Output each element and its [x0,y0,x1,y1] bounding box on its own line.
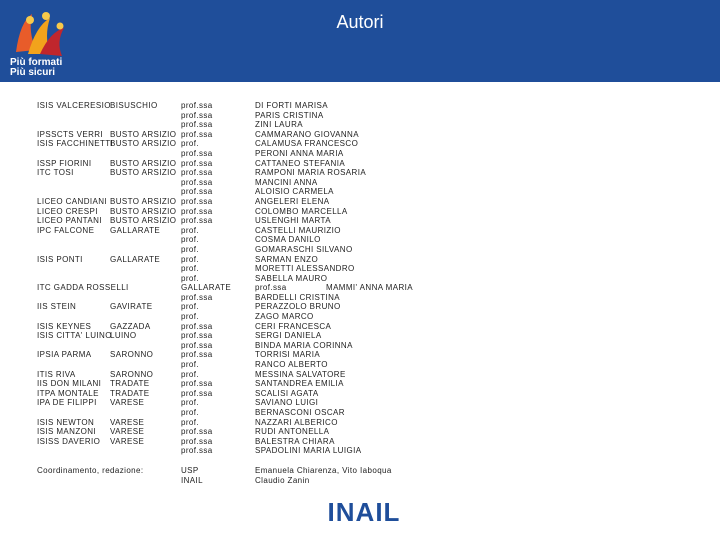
coordination-people [255,466,392,485]
row-name-extra: MAMMI' ANNA MARIA [326,283,414,293]
row-name: SARMAN ENZO [255,254,319,264]
row-name: BALESTRA CHIARA [255,436,335,446]
row-city: VARESE [110,398,145,408]
row-city: GAZZADA [110,321,151,331]
row-city: BUSTO ARSIZIO [110,206,177,216]
coordination-org-inail: INAIL [181,475,204,485]
row-city: BUSTO ARSIZIO [110,196,177,206]
row-name: USLENGHI MARTA [255,216,331,226]
row-city: VARESE [110,417,145,427]
row-title: prof. [181,244,200,254]
name-column [255,101,366,456]
coordination-person-1: Emanuela Chiarenza, Vito Iaboqua [255,466,392,475]
row-school: LICEO CRESPI [37,206,98,216]
row-title: prof. [181,398,200,408]
row-city: SARONNO [110,369,154,379]
row-name: SABELLA MAURO [255,273,328,283]
row-city: BUSTO ARSIZIO [110,129,177,139]
row-city: BUSTO ARSIZIO [110,216,177,226]
row-name: PARIS CRISTINA [255,110,324,120]
coordination-label: Coordinamento, redazione: [37,466,144,475]
row-title: prof.ssa [181,331,213,341]
row-name: MANCINI ANNA [255,177,318,187]
row-name: ANGELERI ELENA [255,196,330,206]
row-name: SANTANDREA EMILIA [255,379,344,389]
row-name: ZINI LAURA [255,120,304,130]
row-name: ZAGO MARCO [255,312,314,322]
row-title: prof.ssa [181,158,213,168]
row-title: GALLARATE [181,283,232,293]
row-name: SAVIANO LUIGI [255,398,319,408]
row-city [110,446,176,456]
row-city [110,245,176,255]
row-school: ITC GADDA ROSSELLI [37,283,129,293]
row-title: prof.ssa [181,206,213,216]
row-name: CALAMUSA FRANCESCO [255,139,359,149]
row-school: ISIS VALCERESIO [37,101,111,110]
row-city: VARESE [110,436,145,446]
row-name: DI FORTI MARISA [255,101,328,110]
row-school: LICEO PANTANI [37,216,102,226]
row-name: CATTANEO STEFANIA [255,158,346,168]
row-city: BUSTO ARSIZIO [110,168,177,178]
row-title: prof.ssa [181,388,213,398]
row-title: prof. [181,139,200,149]
row-city [110,264,176,274]
row-name: COSMA DANILO [255,235,321,245]
row-title: prof. [181,264,200,274]
row-city [110,149,176,159]
row-title: prof. [181,408,200,417]
row-title: prof.ssa [181,340,213,350]
row-title: prof. [181,360,200,370]
row-school: ITIS RIVA [37,369,76,379]
row-name: BERNASCONI OSCAR [255,408,345,417]
row-name: GOMARASCHI SILVANO [255,244,353,254]
row-school: ISIS NEWTON [37,417,95,427]
row-title: prof.ssa [181,446,213,456]
row-school: LICEO CANDIANI [37,196,108,206]
row-city [110,111,176,121]
coordination-orgs [181,466,203,485]
row-title: prof. [181,254,200,264]
row-title: prof. [181,273,200,283]
coordination-person-2: Claudio Zanin [255,475,310,485]
row-title: prof.ssa [181,101,213,110]
row-title: prof.ssa [181,168,213,178]
row-name: RAMPONI MARIA ROSARIA [255,168,367,178]
row-city: LUINO [110,331,137,341]
row-city: GALLARATE [110,225,161,235]
row-title: prof. [181,225,200,235]
row-city: TRADATE [110,388,150,398]
row-title: prof. [181,312,200,322]
logo-text: Più formati Più sicuri [10,57,63,78]
row-city [110,178,176,188]
row-title: prof.ssa [181,216,213,226]
row-name: CAMMARANO GIOVANNA [255,129,359,139]
row-name: PERONI ANNA MARIA [255,148,344,158]
row-school: ISISS DAVERIO [37,436,101,446]
row-name: PERAZZOLO BRUNO [255,302,341,312]
row-title: prof.ssa [181,196,213,206]
row-city: SARONNO [110,350,154,360]
row-city: TRADATE [110,379,150,389]
row-school: IIS STEIN [37,302,77,312]
row-title: prof.ssa [181,436,213,446]
row-title: prof.ssa [181,110,213,120]
row-title: prof. [181,369,200,379]
row-school: ISSP FIORINI [37,158,92,168]
row-city [110,408,176,418]
row-name: NAZZARI ALBERICO [255,417,338,427]
row-school: IIS DON MILANI [37,379,102,389]
row-name: TORRISI MARIA [255,350,321,360]
row-city [110,312,176,322]
row-city: GALLARATE [110,254,161,264]
row-city: BISUSCHIO [110,101,158,110]
row-name: SPADOLINI MARIA LUIGIA [255,446,362,456]
row-city [110,235,176,245]
row-city: GAVIRATE [110,302,153,312]
row-name: RANCO ALBERTO [255,360,328,370]
row-city [110,360,176,370]
row-city: BUSTO ARSIZIO [110,158,177,168]
row-name: MORETTI ALESSANDRO [255,264,355,274]
row-name: BINDA MARIA CORINNA [255,340,353,350]
row-name: BARDELLI CRISTINA [255,292,341,302]
row-school: ISIS PONTI [37,254,83,264]
inail-logo [314,497,414,527]
row-title: prof.ssa [181,120,213,130]
inail-logo-text: INAIL [327,497,401,527]
row-city [110,120,176,130]
row-school: ISIS CITTA' LUINO [37,331,112,341]
row-title: prof.ssa [181,187,213,197]
row-name: SERGI DANIELA [255,331,322,341]
row-name: prof.ssa [255,283,287,293]
row-school: IPSSCTS VERRI [37,129,104,139]
row-school: IPA DE FILIPPI [37,398,97,408]
row-school: ISIS FACCHINETTI [37,139,114,149]
row-city [110,283,176,293]
row-name: CERI FRANCESCA [255,321,332,331]
row-city [110,274,176,284]
row-school: IPC FALCONE [37,225,95,235]
row-title: prof.ssa [181,379,213,389]
row-title: prof.ssa [181,350,213,360]
row-city [110,187,176,197]
city-column [110,101,176,456]
row-title: prof.ssa [181,321,213,331]
coordination-org-usp: USP [181,466,199,475]
row-title: prof.ssa [181,292,213,302]
row-city [110,341,176,351]
row-school: ITPA MONTALE [37,388,99,398]
row-name: MESSINA SALVATORE [255,369,346,379]
row-school: ITC TOSI [37,168,74,178]
row-city [110,293,176,303]
row-school: ISIS KEYNES [37,321,92,331]
row-name: COLOMBO MARCELLA [255,206,348,216]
row-name: CASTELLI MAURIZIO [255,225,341,235]
row-title: prof. [181,417,200,427]
row-name: SCALISI AGATA [255,388,319,398]
row-city: BUSTO ARSIZIO [110,139,177,149]
row-city: VARESE [110,427,145,437]
row-school: IPSIA PARMA [37,350,92,360]
row-title: prof. [181,302,200,312]
row-name: RUDI ANTONELLA [255,427,330,437]
row-name: ALOISIO CARMELA [255,187,334,197]
row-school: ISIS MANZONI [37,427,97,437]
row-title: prof.ssa [181,427,213,437]
row-title: prof.ssa [181,177,213,187]
page-title: Autori [336,12,384,32]
row-title: prof.ssa [181,148,213,158]
title-column [181,101,231,456]
row-title: prof. [181,235,200,245]
row-title: prof.ssa [181,129,213,139]
